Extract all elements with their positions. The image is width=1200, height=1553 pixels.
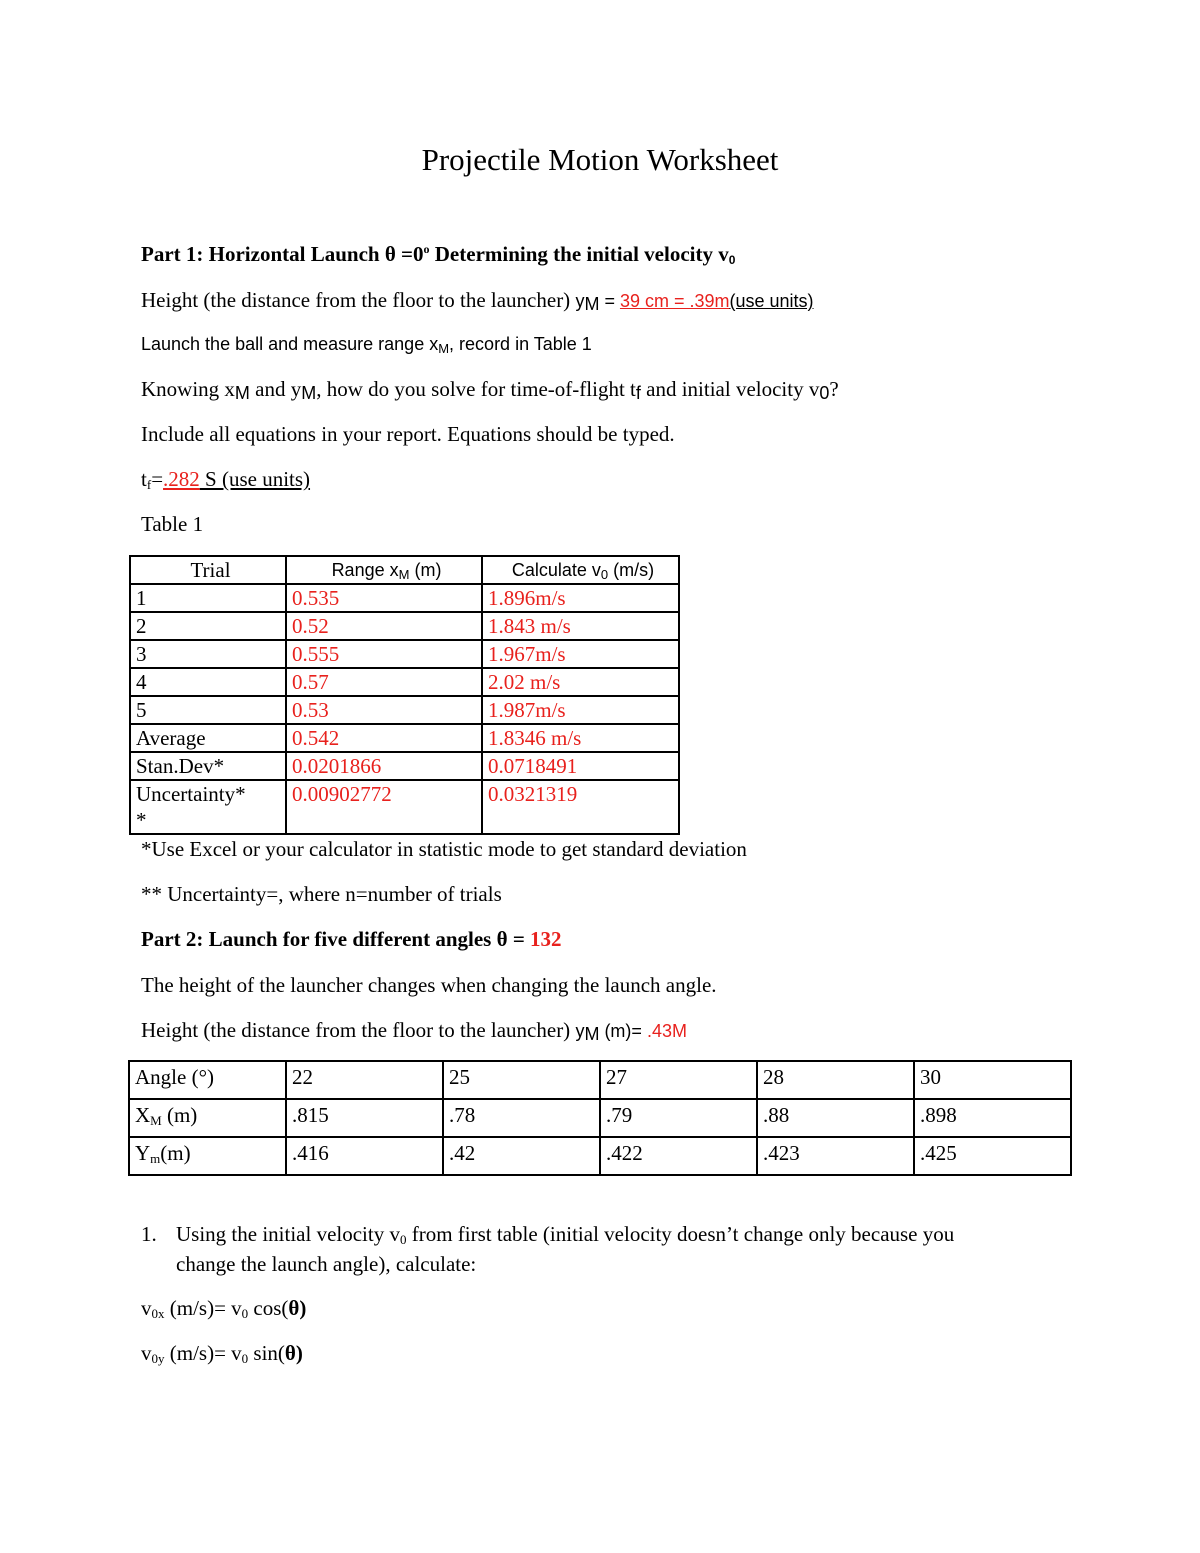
xm-value: .79 (600, 1099, 757, 1137)
question-text: Using the initial velocity $v_0$ from first table (initial velocity doesn’t change only because you (176, 1222, 955, 1247)
header-velocity: Calculate $v_0$ (m/s) (482, 556, 679, 584)
v0x-equation: $v_{0x}$ $(m/s)= v_0$ cos(θ) (141, 1296, 307, 1321)
range-value: 0.00902772 (286, 780, 482, 834)
stdev-note: *Use Excel or your calculator in statistic mode to get standard deviation (141, 837, 747, 861)
range-value: 0.57 (286, 668, 482, 696)
xm-value: .815 (286, 1099, 443, 1137)
table1-caption: Table 1 (141, 512, 204, 536)
velocity-value: 1.843 m/s (482, 612, 679, 640)
include-equations-text: Include all equations in your report. Equations should be typed. (141, 422, 675, 446)
ym-label: $Y_m(m)$ (129, 1137, 286, 1175)
velocity-value: 1.967m/s (482, 640, 679, 668)
table-row (129, 1061, 1071, 1099)
question-1-continued: change the launch angle), calculate: (176, 1252, 477, 1276)
velocity-value: 0.0321319 (482, 780, 679, 834)
table2 (128, 1060, 1072, 1176)
table-row (130, 780, 679, 834)
range-value: 0.53 (286, 696, 482, 724)
ym-value: .416 (286, 1137, 443, 1175)
part1-height-line: Height (the distance from the floor to the launcher) $y_M = 39$ cm = .39m(use units) (141, 288, 814, 314)
time-of-flight-line: $t_f=.282$ S (use units) (141, 467, 311, 492)
knowing-question: Knowing $x_M$ and $y_M$, how do you solve for time-of-flight $t_f$ and initial velocity $v_0$? (141, 377, 839, 403)
row-label: Stan.Dev* (130, 752, 286, 780)
table-row (130, 668, 679, 696)
range-value: 0.0201866 (286, 752, 482, 780)
uncertainty-note: ** Uncertainty=, where n=number of trials (141, 882, 502, 906)
tf-value: .282 (163, 467, 200, 491)
angle-value: 25 (443, 1061, 600, 1099)
range-value: 0.535 (286, 584, 482, 612)
velocity-value: 1.896m/s (482, 584, 679, 612)
xm-value: .88 (757, 1099, 914, 1137)
part2-height-value: .43M (646, 1021, 687, 1041)
table-row (130, 724, 679, 752)
xm-value: .78 (443, 1099, 600, 1137)
row-label: 4 (130, 668, 286, 696)
part2-height-line: Height (the distance from the floor to the launcher) $y_M$ (m)= .43M (141, 1018, 687, 1044)
ym-value: .423 (757, 1137, 914, 1175)
velocity-value: 0.0718491 (482, 752, 679, 780)
row-label: Uncertainty* * (130, 780, 286, 834)
page-title: Projectile Motion Worksheet (421, 142, 779, 177)
range-value: 0.555 (286, 640, 482, 668)
table-row (129, 1137, 1071, 1175)
part2-heading: Part 2: Launch for five different angles θ = 132 (141, 927, 562, 951)
range-value: 0.542 (286, 724, 482, 752)
row-label: Average (130, 724, 286, 752)
angle-label: Angle (°) (129, 1061, 286, 1099)
table-row (130, 584, 679, 612)
table1 (129, 555, 680, 835)
xm-label: $X_M$ (m) (129, 1099, 286, 1137)
launch-instruction: Launch the ball and measure range $x_M$, record in Table 1 (141, 334, 592, 356)
table-row (130, 612, 679, 640)
header-range: Range $x_M$ (m) (286, 556, 482, 584)
row-label: 2 (130, 612, 286, 640)
table-row (129, 1099, 1071, 1137)
question-number: 1. (141, 1222, 157, 1246)
angle-value: 22 (286, 1061, 443, 1099)
velocity-value: 1.987m/s (482, 696, 679, 724)
velocity-value: 2.02 m/s (482, 668, 679, 696)
row-label: 5 (130, 696, 286, 724)
launcher-height-change-text: The height of the launcher changes when changing the launch angle. (141, 973, 717, 997)
table1-header-row (130, 556, 679, 584)
ym-value: .425 (914, 1137, 1071, 1175)
table-row (130, 640, 679, 668)
angle-value: 27 (600, 1061, 757, 1099)
velocity-value: 1.8346 m/s (482, 724, 679, 752)
ym-value: .42 (443, 1137, 600, 1175)
angle-value: 30 (914, 1061, 1071, 1099)
angle-value: 28 (757, 1061, 914, 1099)
question-1 (141, 1222, 955, 1247)
table-row (130, 752, 679, 780)
header-trial: Trial (130, 556, 286, 584)
v0y-equation: $v_{0y}$ $(m/s)= v_0$ sin(θ) (141, 1341, 303, 1366)
range-value: 0.52 (286, 612, 482, 640)
ym-value: .422 (600, 1137, 757, 1175)
row-label: 1 (130, 584, 286, 612)
xm-value: .898 (914, 1099, 1071, 1137)
row-label: 3 (130, 640, 286, 668)
part1-heading: Part 1: Horizontal Launch $\theta =0^o$ Determining the initial velocity $v_0$ (141, 242, 736, 267)
height-value: 39 cm = .39m (619, 291, 730, 311)
table-row (130, 696, 679, 724)
part2-angle-value: 132 (530, 927, 562, 951)
